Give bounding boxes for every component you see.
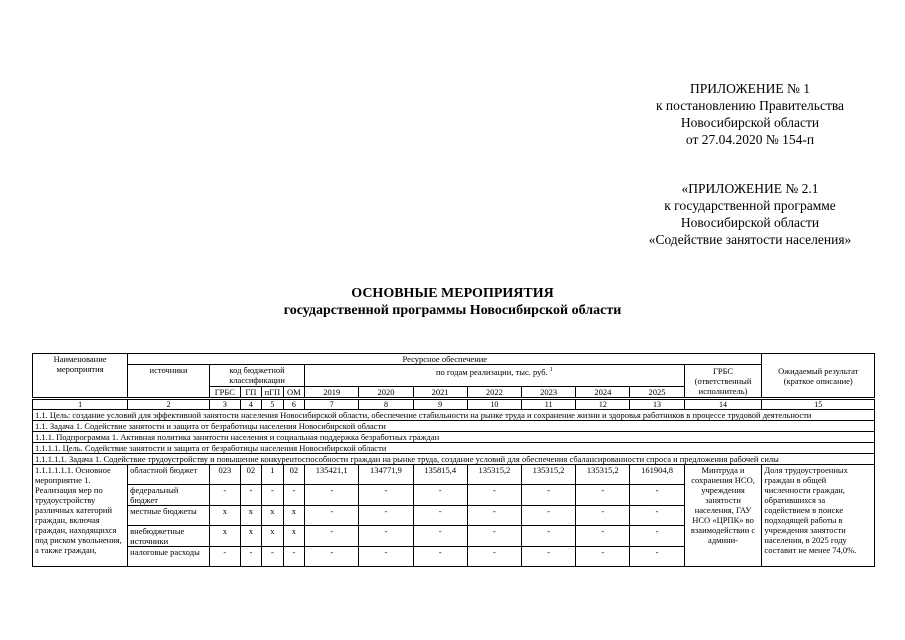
header-year: 2024: [576, 387, 630, 399]
appendix-2-line: Новосибирской области: [680, 215, 820, 230]
year-value-cell: -: [522, 547, 576, 567]
section-row: [33, 454, 875, 465]
document-title: [0, 285, 905, 319]
appendix-1-line: Новосибирской области: [680, 115, 820, 130]
year-value-cell: -: [576, 506, 630, 526]
budget-code-cell: х: [262, 506, 283, 526]
funding-row: [33, 465, 875, 485]
year-value-cell: -: [305, 547, 359, 567]
executor: Минтруда и сохранения НСО, учреждения занятости населения, ГАУ НСО «ЦРПК» во взаимодействии с админи-: [684, 465, 762, 567]
year-value-cell: -: [413, 526, 467, 547]
budget-code-cell: х: [262, 526, 283, 547]
column-number: 12: [576, 399, 630, 410]
section-row-text: 1.1.1.1.1. Задача 1. Содействие трудоустройству и повышение конкурентоспособности граждан на рынке труда, создание условий для обеспечения сбалансированности спроса и предложения рабочей силы: [33, 454, 875, 465]
column-number: 13: [630, 399, 684, 410]
header-year: 2022: [467, 387, 521, 399]
appendix-1-line: ПРИЛОЖЕНИЕ № 1: [689, 81, 811, 96]
column-number: 9: [413, 399, 467, 410]
column-number: 5: [262, 399, 283, 410]
year-value-cell: -: [359, 526, 413, 547]
section-row: [33, 410, 875, 421]
budget-code-cell: -: [240, 485, 261, 506]
budget-code-cell: 023: [209, 465, 240, 485]
year-value-cell: -: [576, 526, 630, 547]
year-value-cell: -: [630, 526, 684, 547]
activity-name: 1.1.1.1.1.1. Основное мероприятие 1. Реализация мер по трудоустройству различных категорий граждан, включая граждан, находящихся под риском увольнения, а также граждан,: [33, 465, 128, 567]
budget-code-cell: 02: [283, 465, 304, 485]
header-year: 2023: [522, 387, 576, 399]
funding-source: внебюджетные источники: [128, 526, 210, 547]
appendix-2-line: к государственной программе: [664, 198, 836, 213]
year-value-cell: -: [522, 485, 576, 506]
budget-code-cell: 02: [240, 465, 261, 485]
header-code-pgp: пГП: [262, 387, 283, 399]
year-value-cell: -: [467, 485, 521, 506]
title-line-1: ОСНОВНЫЕ МЕРОПРИЯТИЯ: [351, 286, 554, 301]
year-value-cell: -: [359, 547, 413, 567]
expected-result: Доля трудоустроенных граждан в общей численности граждан, обратившихся за содействием в поиске подходящей работы в учреждения занятости населения, в 2025 году составит не менее 74,0%.: [762, 465, 875, 567]
section-row-text: 1.1. Цель: создание условий для эффективной занятости населения Новосибирской области, обеспечение стабильности на рынке труда и сохранение жизни и здоровья работников в процессе трудовой деятельности: [33, 410, 875, 421]
budget-code-cell: х: [240, 506, 261, 526]
header-by-years: [305, 365, 685, 387]
funding-source: налоговые расходы: [128, 547, 210, 567]
column-number: 3: [209, 399, 240, 410]
year-value-cell: 134771,9: [359, 465, 413, 485]
year-value-cell: -: [630, 547, 684, 567]
year-value-cell: -: [467, 506, 521, 526]
column-number: 6: [283, 399, 304, 410]
funding-source: федеральный бюджет: [128, 485, 210, 506]
year-value-cell: -: [630, 485, 684, 506]
column-number: 2: [128, 399, 210, 410]
appendix-1-line: к постановлению Правительства: [655, 98, 845, 113]
footnote-mark: 1: [549, 367, 553, 373]
budget-code-cell: 1: [262, 465, 283, 485]
header-budget-code: код бюджетной классификации: [209, 365, 304, 387]
header-code-grbs: ГРБС: [209, 387, 240, 399]
year-value-cell: -: [467, 547, 521, 567]
appendix-2-line: «ПРИЛОЖЕНИЕ № 2.1: [681, 181, 819, 196]
column-number: 14: [684, 399, 762, 410]
header-code-om: ОМ: [283, 387, 304, 399]
budget-code-cell: х: [240, 526, 261, 547]
year-value-cell: 161904,8: [630, 465, 684, 485]
year-value-cell: -: [359, 485, 413, 506]
header-year: 2021: [413, 387, 467, 399]
year-value-cell: -: [522, 526, 576, 547]
header-grbs-executor: ГРБС (ответственный исполнитель): [684, 365, 762, 399]
column-number: 8: [359, 399, 413, 410]
section-row-text: 1.1.1.1. Цель. Содействие занятости и защита от безработицы населения Новосибирской области: [33, 443, 875, 454]
column-number: 15: [762, 399, 875, 410]
section-row-text: 1.1.1. Подпрограмма 1. Активная политика занятости населения и социальная поддержка безработных граждан: [33, 432, 875, 443]
activities-table: [32, 353, 875, 567]
budget-code-cell: -: [209, 485, 240, 506]
section-row: [33, 432, 875, 443]
year-value-cell: -: [467, 526, 521, 547]
header-activity-name: Наименование мероприятия: [33, 354, 128, 399]
budget-code-cell: х: [209, 506, 240, 526]
year-value-cell: -: [413, 485, 467, 506]
section-row: [33, 421, 875, 432]
appendix-1-header: [600, 80, 900, 148]
header-year: 2020: [359, 387, 413, 399]
header-expected-result: Ожидаемый результат (краткое описание): [762, 354, 875, 399]
year-value-cell: 135815,4: [413, 465, 467, 485]
header-resources: Ресурсное обеспечение: [128, 354, 762, 365]
budget-code-cell: -: [283, 485, 304, 506]
column-number: 4: [240, 399, 261, 410]
column-number: 1: [33, 399, 128, 410]
section-row: [33, 443, 875, 454]
budget-code-cell: -: [262, 485, 283, 506]
appendix-1-line: от 27.04.2020 № 154-п: [685, 132, 815, 147]
year-value-cell: -: [576, 547, 630, 567]
column-number: 7: [305, 399, 359, 410]
header-code-gp: ГП: [240, 387, 261, 399]
budget-code-cell: -: [240, 547, 261, 567]
budget-code-cell: -: [209, 547, 240, 567]
year-value-cell: -: [305, 526, 359, 547]
column-numbers-row: [33, 399, 875, 410]
funding-source: местные бюджеты: [128, 506, 210, 526]
budget-code-cell: -: [262, 547, 283, 567]
budget-code-cell: -: [283, 547, 304, 567]
header-year: 2025: [630, 387, 684, 399]
title-line-2: государственной программы Новосибирской области: [283, 303, 622, 318]
year-value-cell: 135315,2: [467, 465, 521, 485]
header-by-years-text: по годам реализации, тыс. руб.: [435, 366, 548, 377]
year-value-cell: -: [413, 506, 467, 526]
year-value-cell: -: [305, 506, 359, 526]
budget-code-cell: х: [283, 526, 304, 547]
year-value-cell: -: [630, 506, 684, 526]
appendix-2-1-header: [580, 180, 905, 248]
year-value-cell: -: [359, 506, 413, 526]
header-sources: источники: [128, 365, 210, 399]
column-number: 10: [467, 399, 521, 410]
year-value-cell: 135421,1: [305, 465, 359, 485]
year-value-cell: -: [305, 485, 359, 506]
header-year: 2019: [305, 387, 359, 399]
year-value-cell: -: [576, 485, 630, 506]
section-row-text: 1.1. Задача 1. Содействие занятости и защита от безработицы населения Новосибирской области: [33, 421, 875, 432]
year-value-cell: -: [413, 547, 467, 567]
year-value-cell: 135315,2: [576, 465, 630, 485]
appendix-2-line: «Содействие занятости населения»: [648, 232, 852, 247]
funding-source: областной бюджет: [128, 465, 210, 485]
budget-code-cell: х: [283, 506, 304, 526]
budget-code-cell: х: [209, 526, 240, 547]
year-value-cell: -: [522, 506, 576, 526]
column-number: 11: [522, 399, 576, 410]
year-value-cell: 135315,2: [522, 465, 576, 485]
